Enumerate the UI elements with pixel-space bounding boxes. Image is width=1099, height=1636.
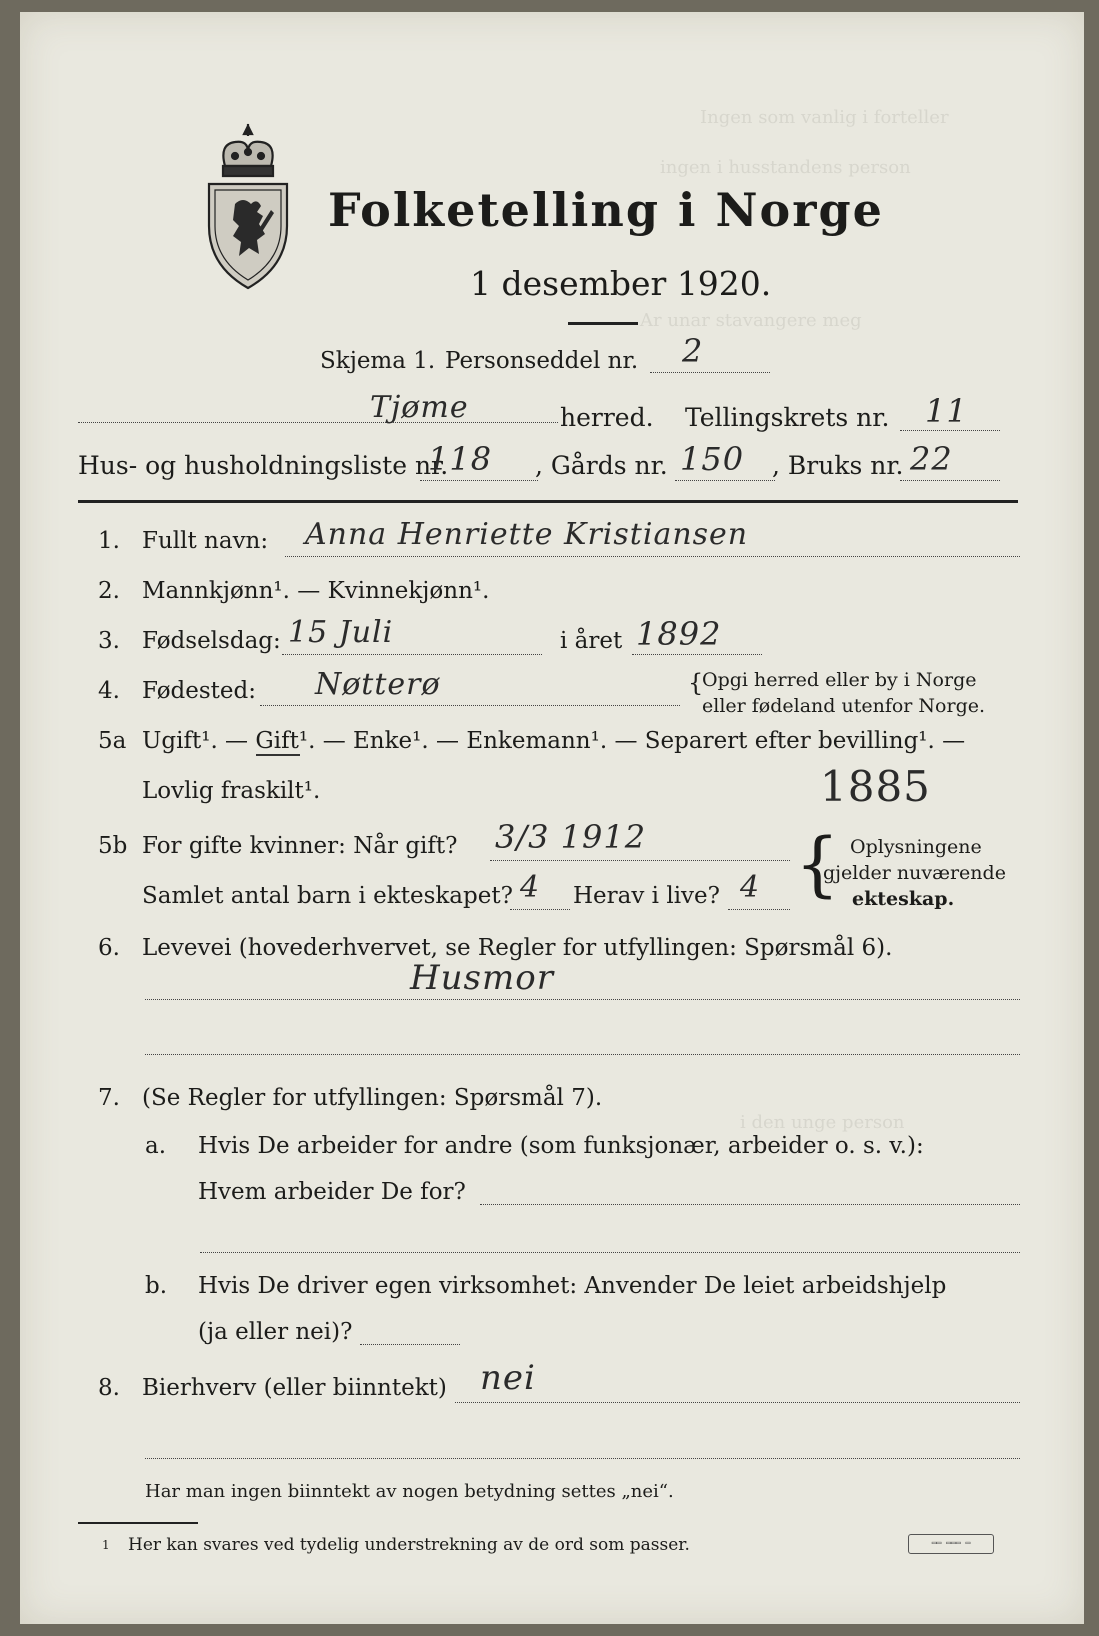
q5a-label: Ugift¹. — Gift¹. — Enke¹. — Enkemann¹. — Separert efter bevilling¹. —: [142, 728, 966, 754]
husholdning-value: 118: [428, 440, 493, 478]
q8-label: Bierhverv (eller biinntekt): [142, 1375, 447, 1401]
footnote-divider: [78, 1522, 198, 1524]
q6-label: Levevei (hovederhvervet, se Regler for utfyllingen: Spørsmål 6).: [142, 935, 893, 961]
personseddel-line: [650, 372, 770, 373]
personseddel-value: 2: [682, 332, 704, 370]
q5b-children-line: [510, 909, 570, 910]
q7a-label: Hvis De arbeider for andre (som funksjonær, arbeider o. s. v.):: [198, 1133, 924, 1159]
q5b-note-line3: ekteskap.: [852, 888, 955, 910]
q4-line: [260, 705, 680, 706]
q7a-line2: [200, 1252, 1020, 1253]
q4-note-line1: Opgi herred eller by i Norge: [702, 669, 977, 691]
bruks-line: [900, 480, 1000, 481]
q4-label: Fødested:: [142, 678, 257, 704]
q8-value: nei: [480, 1358, 536, 1398]
q6-line1: [145, 999, 1020, 1000]
footer-note: Har man ingen biinntekt av nogen betydning settes „nei“.: [145, 1481, 674, 1502]
personseddel-label: Personseddel nr.: [445, 348, 639, 374]
q5b-label: For gifte kvinner: Når gift?: [142, 833, 458, 859]
census-form: Ingen som vanlig i forteller ingen i husstandens person Ar unar stavangere meg i den unge person Folketelling i Norge 1 desember 1920. Skjema 1. Personseddel nr. 2 Tjøme herred. Tellingskrets nr. 11 Hus- og husholdningsliste nr. 118 , Gårds nr. 150 , Bruks nr. 22 1. Fullt navn: Anna Henriette Kristiansen 2. Mannkjønn¹. — Kvinnekjønn¹. 3. Fødselsdag: 15 Juli i året 1892 4. Fødested: Nøtterø { Opgi herred eller by i Norge eller fødeland utenfor Norge. 5a Ugift¹. — Gift¹. — Enke¹. — Enkemann¹. — Separert efter bevilling¹. — Lovlig fraskilt¹. 1885 5b For gifte kvinner: Når gift? 3/3 1912 Samlet antal barn i ekteskapet? 4 Herav i live? 4 { Oplysningene gjelder nuværende ekteskap. 6. Levevei (hovederhvervet, se Regler for utfyllingen: Spørsmål 6). Husmor 7. (Se Regler for utfyllingen: Spørsmål 7). a. Hvis De arbeider for andre (som funksjonær, arbeider o. s. v.): Hvem arbeider De for? b. Hvis De driver egen virksomhet: Anvender De leiet arbeidshjelp (ja eller nei)? 8. Bierhverv (eller biinntekt) nei Har man ingen biinntekt av nogen betydning settes „nei“. 1 Her kan svares ved tydelig understrekning av de ord som passer. ▭▭ ▭▭▭ ▭: [20, 12, 1084, 1624]
bruks-value: 22: [910, 440, 953, 478]
q4-value: Nøtterø: [315, 667, 441, 702]
q5b-alive-label: Herav i live?: [573, 883, 720, 909]
q7b-letter: b.: [145, 1273, 168, 1299]
q5b-line: [490, 860, 790, 861]
printer-stamp: ▭▭ ▭▭▭ ▭: [908, 1534, 994, 1554]
q7b-label: Hvis De driver egen virksomhet: Anvender De leiet arbeidshjelp: [198, 1273, 947, 1299]
title-divider: [568, 322, 638, 325]
q5b-value: 3/3 1912: [495, 818, 647, 856]
q3-year-label: i året: [560, 628, 623, 654]
header-divider: [78, 500, 1018, 503]
gards-label: , Gårds nr.: [535, 451, 668, 480]
q1-value: Anna Henriette Kristiansen: [305, 517, 749, 552]
q5b-note-line2: gjelder nuværende: [823, 862, 1006, 884]
q7-number: 7.: [98, 1085, 120, 1111]
bruks-label: , Bruks nr.: [772, 451, 904, 480]
tellingskrets-value: 11: [925, 392, 968, 430]
gards-value: 150: [680, 440, 745, 478]
q5a-annotation: 1885: [820, 762, 931, 811]
q5b-note-bracket: {: [795, 823, 840, 905]
husholdning-label: Hus- og husholdningsliste nr.: [78, 451, 449, 480]
gards-line: [675, 480, 775, 481]
census-date: 1 desember 1920.: [470, 264, 772, 303]
husholdning-line: [420, 480, 538, 481]
footnote: Her kan svares ved tydelig understrekning av de ord som passer.: [128, 1535, 690, 1555]
q2-label: Mannkjønn¹. — Kvinnekjønn¹.: [142, 578, 490, 604]
q1-line: [285, 556, 1020, 557]
q4-note-bracket: {: [688, 669, 704, 697]
skjema-label: Skjema 1.: [320, 348, 436, 374]
q7a-label2: Hvem arbeider De for?: [198, 1179, 466, 1205]
norwegian-coat-of-arms-icon: [205, 122, 291, 292]
q7b-line: [360, 1344, 460, 1345]
q7b-label2: (ja eller nei)?: [198, 1319, 353, 1345]
q5b-children-label: Samlet antal barn i ekteskapet?: [142, 883, 513, 909]
q5a-label2: Lovlig fraskilt¹.: [142, 778, 321, 804]
q6-line2: [145, 1054, 1020, 1055]
q7-label: (Se Regler for utfyllingen: Spørsmål 7).: [142, 1085, 603, 1111]
q5b-note-line1: Oplysningene: [850, 836, 982, 858]
q3-line: [282, 654, 542, 655]
q7a-line1: [480, 1204, 1020, 1205]
herred-line: [78, 422, 558, 423]
q3-label: Fødselsdag:: [142, 628, 281, 654]
tellingskrets-label: Tellingskrets nr.: [685, 403, 890, 432]
q3-value: 15 Juli: [288, 615, 394, 650]
q1-number: 1.: [98, 528, 120, 554]
q4-note-line2: eller fødeland utenfor Norge.: [702, 695, 986, 717]
q5b-alive-line: [728, 909, 790, 910]
q6-value: Husmor: [410, 958, 554, 998]
footnote-mark: 1: [102, 1538, 110, 1552]
q3-year-line: [632, 654, 762, 655]
q5b-children-value: 4: [520, 870, 541, 905]
q4-number: 4.: [98, 678, 120, 704]
page-title: Folketelling i Norge: [328, 183, 884, 237]
herred-label: herred.: [560, 403, 654, 432]
q8-line2: [145, 1458, 1020, 1459]
q3-number: 3.: [98, 628, 120, 654]
q8-line1: [455, 1402, 1020, 1403]
q3-year-value: 1892: [636, 615, 722, 653]
q5b-alive-value: 4: [740, 870, 761, 905]
q2-number: 2.: [98, 578, 120, 604]
q5a-number: 5a: [98, 728, 127, 754]
q6-number: 6.: [98, 935, 120, 961]
q8-number: 8.: [98, 1375, 120, 1401]
q1-label: Fullt navn:: [142, 528, 269, 554]
tellingskrets-line: [900, 430, 1000, 431]
herred-value: Tjøme: [370, 390, 469, 425]
q5b-number: 5b: [98, 833, 128, 859]
gift-underline: [256, 754, 300, 756]
q7a-letter: a.: [145, 1133, 167, 1159]
